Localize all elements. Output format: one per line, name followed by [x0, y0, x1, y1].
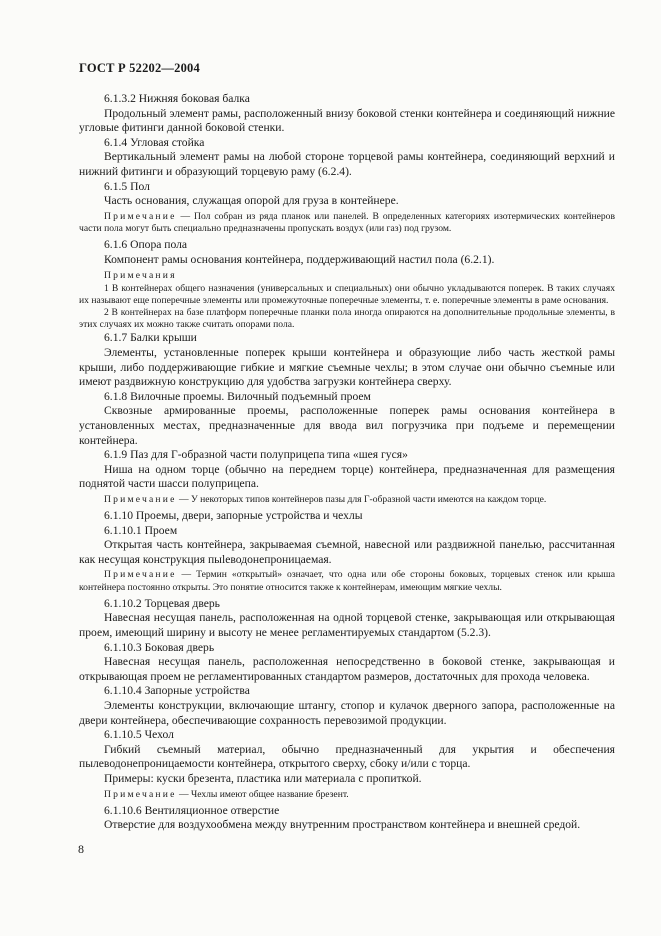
note-label: Примечание: [104, 210, 177, 222]
note: [79, 569, 615, 593]
paragraph: Компонент рамы основания контейнера, поддерживающий настил пола (6.2.1).: [104, 252, 495, 266]
notes-label: Примечания: [104, 270, 177, 282]
note-label: Примечание: [104, 788, 177, 800]
section-heading: 6.1.4 Угловая стойка: [104, 135, 205, 149]
document-body: [79, 92, 615, 833]
paragraph: Навесная несущая панель, расположенная на одной торцевой стенке, закрывающая или открывающая проем, имеющий ширину и высоту не менее регламентируемых стандартом (5.2.3).: [79, 611, 615, 640]
section-heading: 6.1.10.2 Торцевая дверь: [104, 596, 220, 610]
section-heading: 6.1.10.1 Проем: [104, 523, 178, 537]
paragraph: Навесная несущая панель, расположенная непосредственно в боковой стенке, закрывающая и открывающая проем не регламентированных стандартом размеров, достаточных для прохода человека.: [79, 655, 615, 683]
note-item: 1 В контейнерах общего назначения (универсальных и специальных) они обычно укладываются поперек. В таких случаях их называют еще поперечные элементы или промежуточные поперечные элементы, т. е. поперечные элементы в раме основания.: [79, 282, 615, 306]
section-heading: 6.1.5 Пол: [104, 179, 150, 193]
note-text: — Чехлы имеют общее название брезент.: [176, 788, 349, 800]
section-heading: 6.1.3.2 Нижняя боковая балка: [104, 92, 250, 105]
note-label: Примечание: [104, 569, 177, 581]
paragraph: Гибкий съемный материал, обычно предназначенный для укрытия и обеспечения пылеводонепроницаемости контейнера, открытого сверху, сбоку и/или с торца.: [79, 742, 615, 771]
note: [79, 494, 615, 506]
section-heading: 6.1.7 Балки крыши: [104, 331, 197, 345]
section-heading: 6.1.10.3 Боковая дверь: [104, 640, 215, 654]
section-heading: 6.1.10.6 Вентиляционное отверстие: [104, 803, 280, 817]
note-text: — Термин «открытый» означает, что одна или обе стороны боковых, торцевых стенок или крыша контейнера постоянно открыты. Это понятие относится также к контейнерам, имеющим мягкие чехлы.: [79, 569, 615, 593]
paragraph: Элементы конструкции, включающие штангу, стопор и кулачок дверного запора, расположенные на двери контейнера, обеспечивающие сохранность перевозимой продукции.: [79, 699, 615, 727]
page-number: 8: [78, 842, 84, 856]
section-heading: 6.1.10.4 Запорные устройства: [104, 684, 250, 698]
paragraph: Сквозные армированные проемы, расположенные поперек рамы основания контейнера в установленных местах, предназначенные для ввода вил погрузчика при подъеме и перемещении контейнера.: [79, 404, 615, 447]
paragraph: Открытая часть контейнера, закрываемая съемной, навесной или раздвижной панелью, рассчитанная как несущая конструкция пыleводонепроницаемая.: [79, 538, 615, 566]
note-label: Примечание: [104, 493, 177, 505]
section-heading: 6.1.10.5 Чехол: [104, 728, 174, 742]
section-heading: 6.1.9 Паз для Г-образной части полуприцепа типа «шея гуся»: [104, 448, 408, 462]
section-heading: 6.1.6 Опора пола: [104, 238, 188, 252]
paragraph: Ниша на одном торце (обычно на переднем торце) контейнера, предназначенная для размещения поднятой части шасси полуприцепа.: [79, 462, 615, 491]
paragraph: Продольный элемент рамы, расположенный внизу боковой стенки контейнера и соединяющий нижние угловые фитинги данной боковой стенки.: [79, 106, 615, 135]
note-text: — У некоторых типов контейнеров пазы для Г-образной части имеются на каждом торце.: [176, 493, 547, 505]
note-item: 2 В контейнерах на базе платформ поперечные планки пола иногда опираются на дополнительные продольные элементы, в этих случаях их можно также считать опорами пола.: [79, 306, 615, 331]
paragraph: Вертикальный элемент рамы на любой стороне торцевой рамы контейнера, соединяющий верхний и нижний фитинги и образующий торцевую раму (6.2.4).: [79, 150, 615, 178]
section-heading: 6.1.8 Вилочные проемы. Вилочный подъемный проем: [104, 389, 371, 403]
note: [79, 211, 615, 235]
document-header: ГОСТ Р 52202—2004: [79, 61, 200, 75]
note-text: — Пол собран из ряда планок или панелей. В определенных категориях изотермических контейнеров части пола могут быть специально предназначены пропускать воздух (или газ) под грузом.: [79, 210, 615, 234]
paragraph: Отверстие для воздухообмена между внутренним пространством контейнера и внешней средой.: [104, 818, 581, 832]
note: [79, 789, 615, 801]
paragraph: Элементы, установленные поперек крыши контейнера и образующие либо часть жесткой рамы крыши, либо поддерживающие гибкие и мягкие съемные чехлы; в этом случае они обычно съемные или имеют раздвижную конструкцию для удобства загрузки контейнера сверху.: [79, 345, 615, 389]
paragraph: Часть основания, служащая опорой для груза в контейнере.: [104, 194, 399, 208]
section-heading: 6.1.10 Проемы, двери, запорные устройства и чехлы: [104, 509, 363, 523]
paragraph: Примеры: куски брезента, пластика или материала с пропиткой.: [104, 772, 422, 785]
